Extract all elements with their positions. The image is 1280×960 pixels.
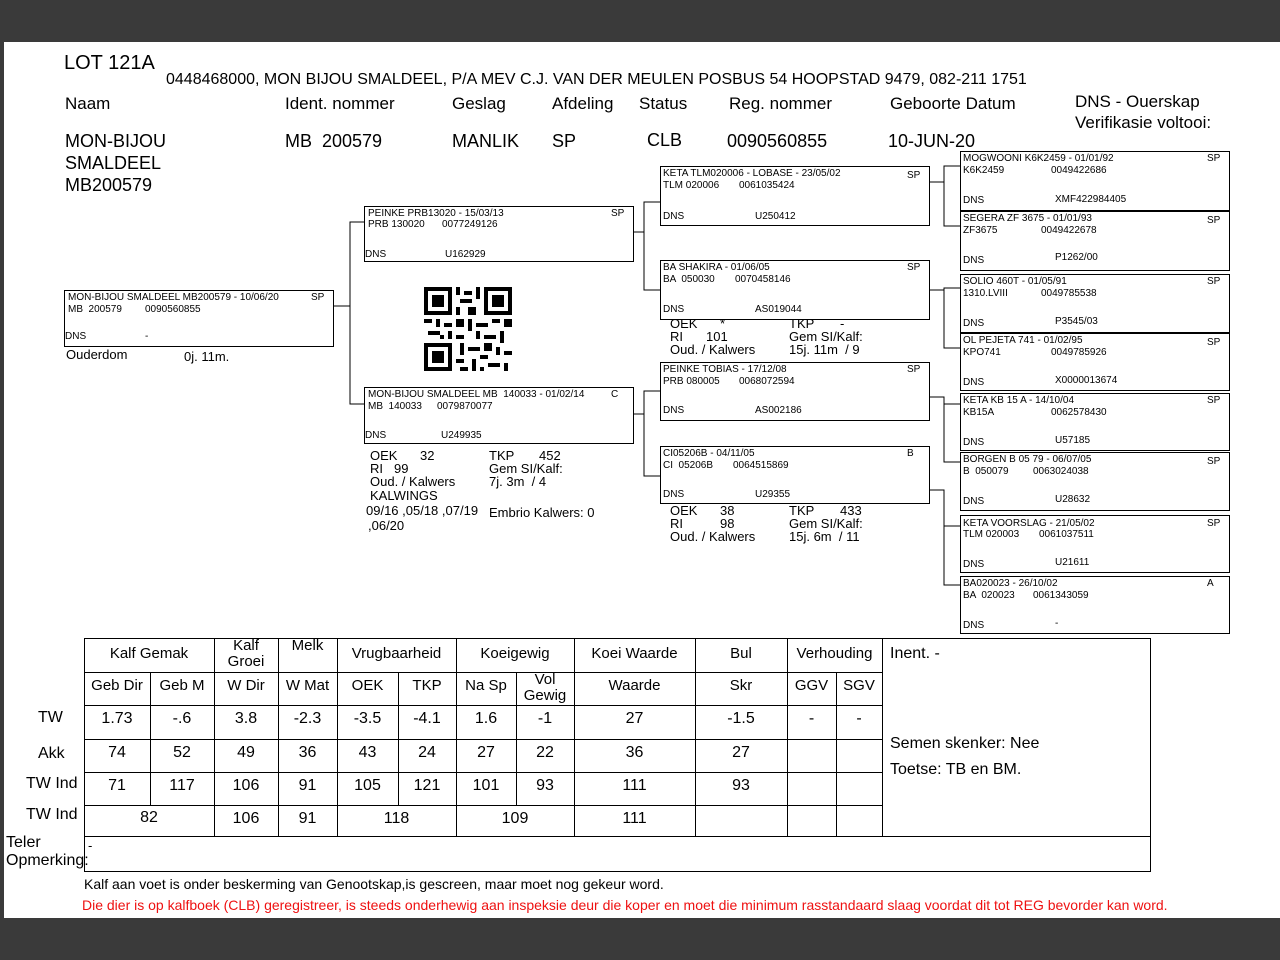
opmerking-label: Opmerking:	[6, 852, 89, 869]
gp-stats-oud-value: 15j. 11m / 9	[789, 342, 860, 357]
ggp-title: SEGERA ZF 3675 - 01/01/93	[963, 213, 1092, 224]
sire-id: PRB 130020	[368, 219, 425, 230]
dam-dns-value: U249935	[441, 430, 482, 441]
ggp-id: BA 020023	[963, 590, 1015, 601]
gp-reg: 0068072594	[739, 376, 795, 387]
col-ggv: GGV	[794, 677, 829, 694]
ggp-code: SP	[1207, 456, 1221, 467]
ggp-dns-label: DNS	[963, 496, 985, 507]
table-cell: 111	[622, 777, 647, 794]
label-verifikasie: Verifikasie voltooi:	[1075, 113, 1212, 132]
index-cell: 118	[383, 810, 410, 827]
row-label-tw-ind: TW Ind	[26, 775, 78, 792]
gp-stats-oud-label: Oud. / Kalwers	[670, 342, 756, 357]
animal-title: MON-BIJOU SMALDEEL MB200579 - 10/06/20	[68, 292, 279, 303]
table-cell: -1.5	[727, 710, 755, 727]
dam-tkp-label: TKP	[489, 448, 515, 463]
animal-id: MB 200579	[68, 304, 122, 315]
animal-dns-value: -	[145, 331, 149, 342]
table-cell: 117	[169, 777, 195, 794]
table-cell: -1	[537, 710, 553, 727]
gp-code: SP	[907, 262, 921, 273]
dam-title: MON-BIJOU SMALDEEL MB 140033 - 01/02/14	[368, 389, 585, 400]
ggp-dns-value: P3545/03	[1055, 316, 1098, 327]
ggp-title: BA020023 - 26/10/02	[963, 578, 1058, 589]
ggp-code: SP	[1207, 337, 1221, 348]
col-geb-dir: Geb Dir	[91, 677, 143, 694]
sire-reg: 0077249126	[442, 219, 498, 230]
dam-ri-value: 99	[394, 461, 409, 476]
ggp-dns-value: U57185	[1055, 435, 1091, 446]
dam-tkp-value: 452	[539, 448, 561, 463]
ggp-dns-value: XMF422984405	[1055, 194, 1127, 205]
sire-title: PEINKE PRB13020 - 15/03/13	[368, 208, 504, 219]
table-cell: 24	[418, 744, 436, 761]
gp-code: SP	[907, 364, 921, 375]
ggp-box-1	[960, 151, 1230, 211]
dam-oek-label: OEK	[370, 448, 398, 463]
gp-stats-tkp-value: -	[840, 316, 845, 331]
gp-box-2	[660, 260, 930, 320]
gp-box-4	[660, 446, 930, 504]
gp-stats-ri-label: RI	[670, 516, 683, 531]
geslag-value: MANLIK	[452, 131, 520, 151]
ggp-box-4	[960, 333, 1230, 391]
gp-dns-label: DNS	[663, 211, 685, 222]
index-cell: 82	[140, 809, 158, 826]
table-cell: -2.3	[293, 710, 322, 727]
ggp-dns-label: DNS	[963, 559, 985, 570]
table-cell: 121	[413, 777, 441, 794]
ggp-dns-value: -	[1055, 618, 1059, 629]
gp-stats-tkp-label: TKP	[789, 503, 815, 518]
footer-warning: Die dier is op kalfboek (CLB) geregistreer, is steeds onderhewig aan inspeksie deur die koper en moet die minimum rasstandaard slaag voordat dit tot REG bevorder kan word.	[82, 897, 1168, 913]
ggp-code: SP	[1207, 518, 1221, 529]
ggp-reg: 0061343059	[1033, 590, 1089, 601]
label-geboorte: Geboorte Datum	[890, 94, 1016, 113]
ggp-reg: 0061037511	[1039, 529, 1094, 540]
table-cell: 105	[354, 777, 381, 794]
ggp-box-2	[960, 211, 1230, 271]
col-tkp: TKP	[412, 677, 442, 694]
pedigree-sheet	[4, 42, 1280, 918]
ident-value: MB 200579	[285, 131, 383, 151]
ggp-id: K6K2459	[963, 165, 1005, 176]
table-cell: 71	[108, 777, 126, 794]
lot-number: LOT 121A	[64, 52, 155, 74]
ggp-id: 1310.LVIII	[963, 288, 1008, 299]
gp-stats-oud-label: Oud. / Kalwers	[670, 529, 756, 544]
table-cell: 27	[625, 710, 644, 727]
ggp-title: MOGWOONI K6K2459 - 01/01/92	[963, 153, 1114, 164]
label-dns-ouerskap: DNS - Ouerskap	[1075, 92, 1200, 111]
semen-skenker: Semen skenker: Nee	[890, 735, 1040, 752]
animal-dns-label: DNS	[65, 331, 87, 342]
ouderdom-label: Ouderdom	[66, 347, 128, 362]
label-status: Status	[639, 94, 688, 113]
gp-stats-oek-label: OEK	[670, 316, 698, 331]
ggp-code: SP	[1207, 153, 1221, 164]
gp-reg: 0064515869	[733, 460, 789, 471]
ggp-title: BORGEN B 05 79 - 06/07/05	[963, 454, 1092, 465]
col-sgv: SGV	[843, 677, 875, 694]
table-cell: 27	[477, 744, 495, 761]
col-na-sp: Na Sp	[465, 677, 507, 694]
inent-note: Inent. -	[890, 645, 940, 662]
ggp-dns-label: DNS	[963, 318, 985, 329]
geboorte-value: 10-JUN-20	[888, 131, 976, 151]
ggp-title: SOLIO 460T - 01/05/91	[963, 276, 1067, 287]
table-cell: -4.1	[413, 710, 441, 727]
table-cell: 52	[173, 744, 191, 761]
ggp-dns-label: DNS	[963, 620, 985, 631]
table-cell: 101	[472, 777, 500, 794]
ggp-title: OL PEJETA 741 - 01/02/95	[963, 335, 1083, 346]
gp-dns-value: U250412	[755, 211, 796, 222]
ggp-dns-label: DNS	[963, 377, 985, 388]
status-value: CLB	[647, 130, 683, 150]
index-cell: 111	[622, 810, 647, 827]
dam-box	[364, 387, 634, 444]
gp-title: BA SHAKIRA - 01/06/05	[663, 262, 770, 273]
ggp-box-7	[960, 515, 1230, 573]
gp-dns-label: DNS	[663, 489, 685, 500]
dam-code: C	[611, 389, 619, 400]
group-vrugbaarheid: Vrugbaarheid	[351, 645, 442, 662]
dam-embrio: Embrio Kalwers: 0	[489, 505, 595, 520]
label-naam: Naam	[65, 94, 111, 113]
col-vol-gewig: Vol Gewig	[523, 671, 567, 704]
gp-stats-oek-value: 38	[720, 503, 735, 518]
animal-name-line2: SMALDEEL	[65, 153, 162, 173]
index-cell: 106	[232, 810, 260, 827]
table-cell: 3.8	[234, 710, 258, 727]
ggp-id: B 050079	[963, 466, 1009, 477]
ggp-reg: 0049785926	[1051, 347, 1107, 358]
dam-kalwings-label: KALWINGS	[370, 488, 438, 503]
row-label-akk: Akk	[38, 745, 65, 762]
table-cell: 27	[732, 744, 750, 761]
index-cell: 91	[298, 810, 317, 827]
dam-oud-label: Oud. / Kalwers	[370, 474, 456, 489]
table-cell: 36	[298, 744, 317, 761]
table-cell: 1.73	[101, 710, 133, 727]
gp-title: PEINKE TOBIAS - 17/12/08	[663, 364, 787, 375]
afdeling-value: SP	[552, 131, 577, 151]
gp-id: PRB 080005	[663, 376, 720, 387]
gp-stats-oek-label: OEK	[670, 503, 698, 518]
gp-code: SP	[907, 170, 921, 181]
gp-stats-ri-label: RI	[670, 329, 683, 344]
col-w-mat: W Mat	[285, 677, 330, 694]
sire-dns-value: U162929	[445, 249, 486, 260]
gp-id: BA 050030	[663, 274, 715, 285]
toetse: Toetse: TB en BM.	[890, 761, 1022, 778]
table-cell: -.6	[172, 710, 192, 727]
table-cell: 43	[358, 744, 377, 761]
group-koei-waarde: Koei Waarde	[591, 645, 678, 662]
ggp-box-3	[960, 274, 1230, 333]
ggp-code: SP	[1207, 215, 1221, 226]
sire-dns-label: DNS	[365, 249, 387, 260]
gp-stats-oek-value: *	[720, 316, 726, 331]
dam-gem-label: Gem SI/Kalf:	[489, 461, 563, 476]
group-melk: Melk	[291, 637, 324, 654]
gp-title: KETA TLM020006 - LOBASE - 23/05/02	[663, 168, 841, 179]
owner-line: 0448468000, MON BIJOU SMALDEEL, P/A MEV C.J. VAN DER MEULEN POSBUS 54 HOOPSTAD 9479, 082-211 1751	[166, 71, 1027, 88]
ggp-code: SP	[1207, 276, 1221, 287]
ggp-reg: 0049422686	[1051, 165, 1107, 176]
table-cell: 36	[625, 744, 644, 761]
table-cell: 74	[108, 744, 126, 761]
ggp-dns-label: DNS	[963, 437, 985, 448]
row-label-tw-ind-2: TW Ind	[26, 806, 78, 823]
ggp-reg: 0049422678	[1041, 225, 1097, 236]
gp-code: B	[907, 448, 914, 459]
dam-id: MB 140033	[368, 401, 422, 412]
table-cell: -3.5	[353, 710, 382, 727]
table-cell: -	[808, 710, 815, 727]
ggp-reg: 0049785538	[1041, 288, 1097, 299]
ggp-id: KPO741	[963, 347, 1001, 358]
ggp-reg: 0063024038	[1033, 466, 1089, 477]
label-geslag: Geslag	[452, 94, 506, 113]
table-cell: -	[856, 710, 862, 727]
table-cell: 49	[237, 744, 255, 761]
ggp-title: KETA KB 15 A - 14/10/04	[963, 395, 1075, 406]
group-verhouding: Verhouding	[796, 645, 873, 662]
dam-kalwings-dates2: ,06/20	[368, 518, 405, 533]
group-kalf-gemak: Kalf Gemak	[109, 645, 189, 662]
table-cell: 1.6	[474, 710, 498, 727]
table-cell: 93	[536, 777, 554, 794]
col-geb-m: Geb M	[159, 677, 205, 694]
animal-name-line3: MB200579	[65, 175, 153, 195]
ggp-code: A	[1207, 578, 1214, 589]
ggp-dns-label: DNS	[963, 255, 985, 266]
gp-dns-label: DNS	[663, 304, 685, 315]
ggp-dns-value: X0000013674	[1055, 375, 1118, 386]
table-cell: 106	[232, 777, 260, 794]
ggp-title: KETA VOORSLAG - 21/05/02	[963, 518, 1095, 529]
ggp-box-5	[960, 393, 1230, 451]
dam-oud-value: 7j. 3m / 4	[489, 474, 547, 489]
label-reg: Reg. nommer	[729, 94, 832, 113]
table-cell: 22	[536, 744, 554, 761]
gp-dns-label: DNS	[663, 405, 685, 416]
gp-stats-gem-label: Gem SI/Kalf:	[789, 516, 863, 531]
gp-stats-tkp-label: TKP	[789, 316, 815, 331]
col-waarde: Waarde	[608, 677, 661, 694]
gp-box-3	[660, 362, 930, 421]
gp-reg: 0070458146	[735, 274, 791, 285]
teler-label: Teler	[6, 834, 41, 851]
dam-oek-value: 32	[420, 448, 435, 463]
reg-value: 0090560855	[727, 131, 828, 151]
sire-box	[364, 206, 634, 262]
group-bul: Bul	[730, 645, 752, 662]
ggp-dns-value: U28632	[1055, 494, 1091, 505]
qr-code-icon	[424, 287, 512, 371]
group-koeigewig: Koeigewig	[480, 645, 550, 662]
table-cell: 93	[732, 777, 750, 794]
dam-kalwings-dates1: 09/16 ,05/18 ,07/19	[366, 503, 479, 518]
ggp-dns-label: DNS	[963, 195, 985, 206]
dam-ri-label: RI	[370, 461, 383, 476]
col-w-dir: W Dir	[227, 677, 265, 694]
label-afdeling: Afdeling	[552, 94, 614, 113]
gp-id: TLM 020006	[663, 180, 720, 191]
gp-stats-oud-value: 15j. 6m / 11	[789, 529, 860, 544]
dam-reg: 0079870077	[437, 401, 493, 412]
row-label-tw: TW	[38, 709, 63, 726]
footer-note: Kalf aan voet is onder beskerming van Genootskap,is gescreen, maar moet nog gekeur word.	[84, 876, 664, 892]
ggp-id: TLM 020003	[963, 529, 1020, 540]
gp-dns-value: U29355	[755, 489, 791, 500]
gp-stats-ri-value: 101	[706, 329, 728, 344]
label-ident: Ident. nommer	[285, 94, 395, 113]
animal-box	[64, 290, 334, 347]
gp-title: CI05206B - 04/11/05	[663, 448, 755, 459]
sire-code: SP	[611, 208, 625, 219]
gp-id: CI 05206B	[663, 460, 714, 471]
ggp-code: SP	[1207, 395, 1221, 406]
ggp-dns-value: P1262/00	[1055, 252, 1098, 263]
gp-box-1	[660, 166, 930, 226]
gp-stats-tkp-value: 433	[840, 503, 862, 518]
gp-stats-ri-value: 98	[720, 516, 735, 531]
ggp-box-8	[960, 576, 1230, 634]
ggp-id: KB15A	[963, 407, 995, 418]
index-cell: 109	[501, 810, 529, 827]
ggp-dns-value: U21611	[1055, 557, 1090, 568]
col-oek: OEK	[351, 677, 384, 694]
col-skr: Skr	[729, 677, 753, 694]
gp-stats-gem-label: Gem SI/Kalf:	[789, 329, 863, 344]
animal-name-line1: MON-BIJOU	[65, 131, 166, 151]
opmerking-value: -	[88, 838, 93, 853]
ggp-id: ZF3675	[963, 225, 998, 236]
ouderdom-value: 0j. 11m.	[184, 349, 230, 364]
ggp-box-6	[960, 452, 1230, 511]
animal-reg: 0090560855	[145, 304, 201, 315]
table-cell: 91	[298, 777, 317, 794]
group-kalf-groei: Kalf Groei	[227, 637, 265, 670]
gp-dns-value: AS019044	[755, 304, 802, 315]
ggp-reg: 0062578430	[1051, 407, 1107, 418]
gp-dns-value: AS002186	[755, 405, 802, 416]
dam-dns-label: DNS	[365, 430, 387, 441]
gp-reg: 0061035424	[739, 180, 795, 191]
animal-code: SP	[311, 292, 325, 303]
